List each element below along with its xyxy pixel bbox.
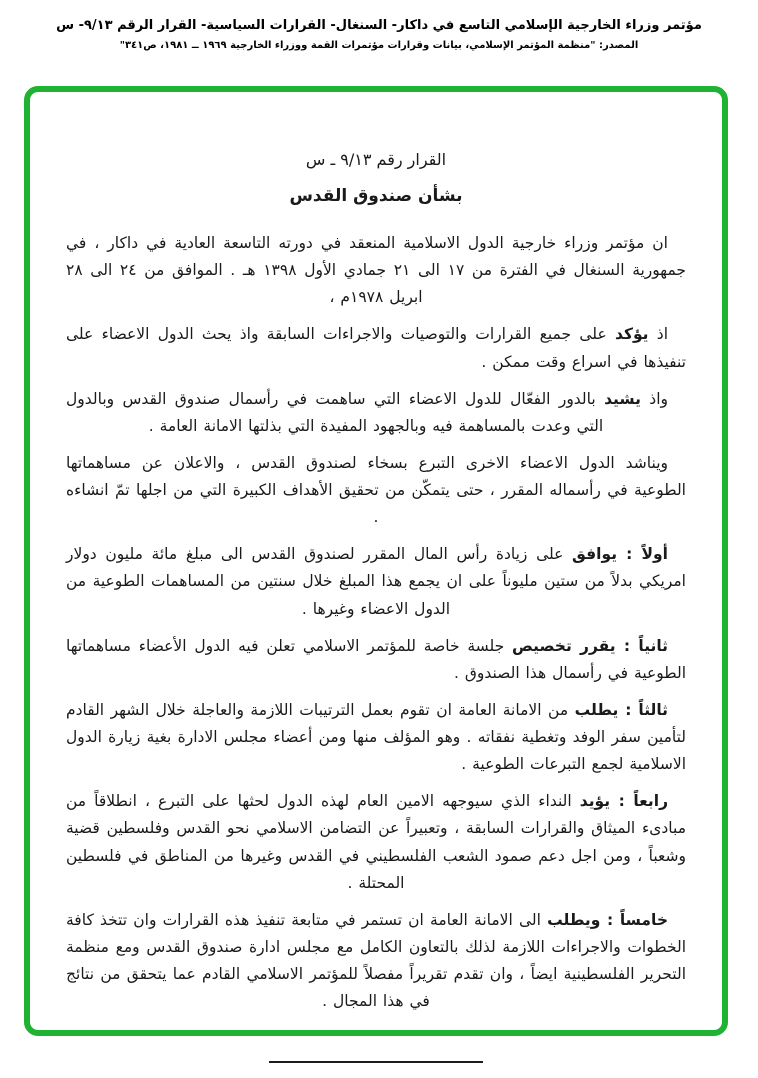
- paragraph-text: بالدور الفعّال للدول الاعضاء التي ساهمت في رأسمال صندوق القدس وبالدول التي وعدت بالمساهمة فيه وبالجهود المفيدة التي بذلتها الامانة العامة .: [66, 389, 605, 435]
- paragraph-text: على زيادة رأس المال المقرر لصندوق القدس الى مبلغ مائة مليون دولار امريكي بدلاً من ستين مليوناً على ان يجمع هذا المبلغ خلال سنتين من المساهمات الطوعية من الدول الاعضاء وغيرها .: [66, 545, 686, 618]
- resolution-number-title: القرار رقم ٩/١٣ ـ س: [305, 150, 447, 169]
- paragraph-text: الى الامانة العامة ان تستمر في متابعة تنفيذ هذه القرارات وان تتخذ كافة الخطوات والاجراءات اللازمة لذلك بالتعاون الكامل مع مجلس ادارة صندوق القدس ومع منظمة التحرير الفلسطينية ايضاً ، وان تقدم تقريراً مفصلاً للمؤتمر الاسلامي القادم عما يتحقق من نتائج في هذا المجال .: [66, 910, 686, 1011]
- paragraph-lead-bold: يؤكد: [614, 325, 649, 344]
- green-frame: [24, 86, 728, 1036]
- paragraph-text: على جميع القرارات والتوصيات والاجراءات السابقة واذ يحث الدول الاعضاء على تنفيذها في اسراع وقت ممكن .: [66, 325, 686, 371]
- paragraphs: [66, 230, 686, 1015]
- document-title-block: [66, 150, 686, 206]
- paragraph: [66, 697, 686, 778]
- header-source-line: المصدر: "منظمة المؤتمر الإسلامي، بيانات وقرارات مؤتمرات القمة ووزراء الخارجية ١٩٦٩ ــ ١٩٨١، ص٣٤١": [119, 40, 639, 51]
- paragraph-lead-bold: أولاً : يوافق: [572, 545, 668, 564]
- paragraph-text: النداء الذي سيوجهه الامين العام لهذه الدول لحثها على التبرع ، انطلاقاً من مبادىء الميثاق والقرارات السابقة ، وتعبيراً عن التضامن الاسلامي نحو القدس وفلسطين قضية وشعباً ، ومن اجل دعم صمود الشعب الفلسطيني في القدس وغيرها من المناطق في فلسطين المحتلة .: [66, 792, 686, 892]
- paragraph-text: من الامانة العامة ان تقوم بعمل الترتيبات اللازمة والعاجلة خلال الشهر القادم لتأمين سفر الوفد وتغطية نفقاته . وهو المؤلف منها ومن أعضاء مجلس الادارة بغية زيارة الدول الاسلامية لجمع التبرعات الطوعية .: [66, 700, 686, 774]
- paragraph-text: واذ: [640, 389, 668, 408]
- paragraph: [66, 541, 686, 622]
- paragraph: [66, 907, 686, 1016]
- paragraph: [66, 788, 686, 897]
- paragraph: [66, 633, 686, 687]
- paragraph: [66, 321, 686, 375]
- paragraph-lead-bold: ثالثاً : يطلب: [574, 700, 668, 719]
- paragraph-lead-bold: رابعاً : يؤيد: [579, 792, 668, 811]
- paragraph-text: جلسة خاصة للمؤتمر الاسلامي تعلن فيه الدول الأعضاء مساهماتها الطوعية في رأسمال هذا الصندوق .: [66, 636, 686, 682]
- header-title: مؤتمر وزراء الخارجية الإسلامي التاسع في داكار- السنغال- القرارات السياسية- القرار الرقم ٩/١٣- س: [56, 18, 702, 33]
- page-header: [0, 0, 758, 51]
- paragraph-text: اذ: [648, 325, 668, 344]
- resolution-subject-title: بشأن صندوق القدس: [289, 186, 463, 206]
- paragraph-text: ويناشد الدول الاعضاء الاخرى التبرع بسخاء لصندوق القدس ، والاعلان عن مساهماتها الطوعية في رأسماله المقرر ، حتى يتمكّن من تحقيق الأهداف الكبيرة التي من اجلها تمّ انشاءه .: [66, 453, 686, 527]
- paragraph: [66, 386, 686, 440]
- separator-line: [269, 1061, 483, 1063]
- paragraph-lead-bold: يشيد: [604, 389, 641, 408]
- paragraph-lead-bold: خامساً : ويطلب: [547, 910, 668, 929]
- paragraph: [66, 450, 686, 531]
- paragraph-text: ان مؤتمر وزراء خارجية الدول الاسلامية المنعقد في دورته التاسعة العادية في داكار ، في جمهورية السنغال في الفترة من ١٧ الى ٢١ جمادي الأول ١٣٩٨ هـ . الموافق من ٢٤ الى ٢٨ ابريل ١٩٧٨م ،: [66, 234, 686, 307]
- paragraph: [66, 230, 686, 311]
- paragraph-lead-bold: ثانياً : يقرر تخصيص: [512, 636, 668, 655]
